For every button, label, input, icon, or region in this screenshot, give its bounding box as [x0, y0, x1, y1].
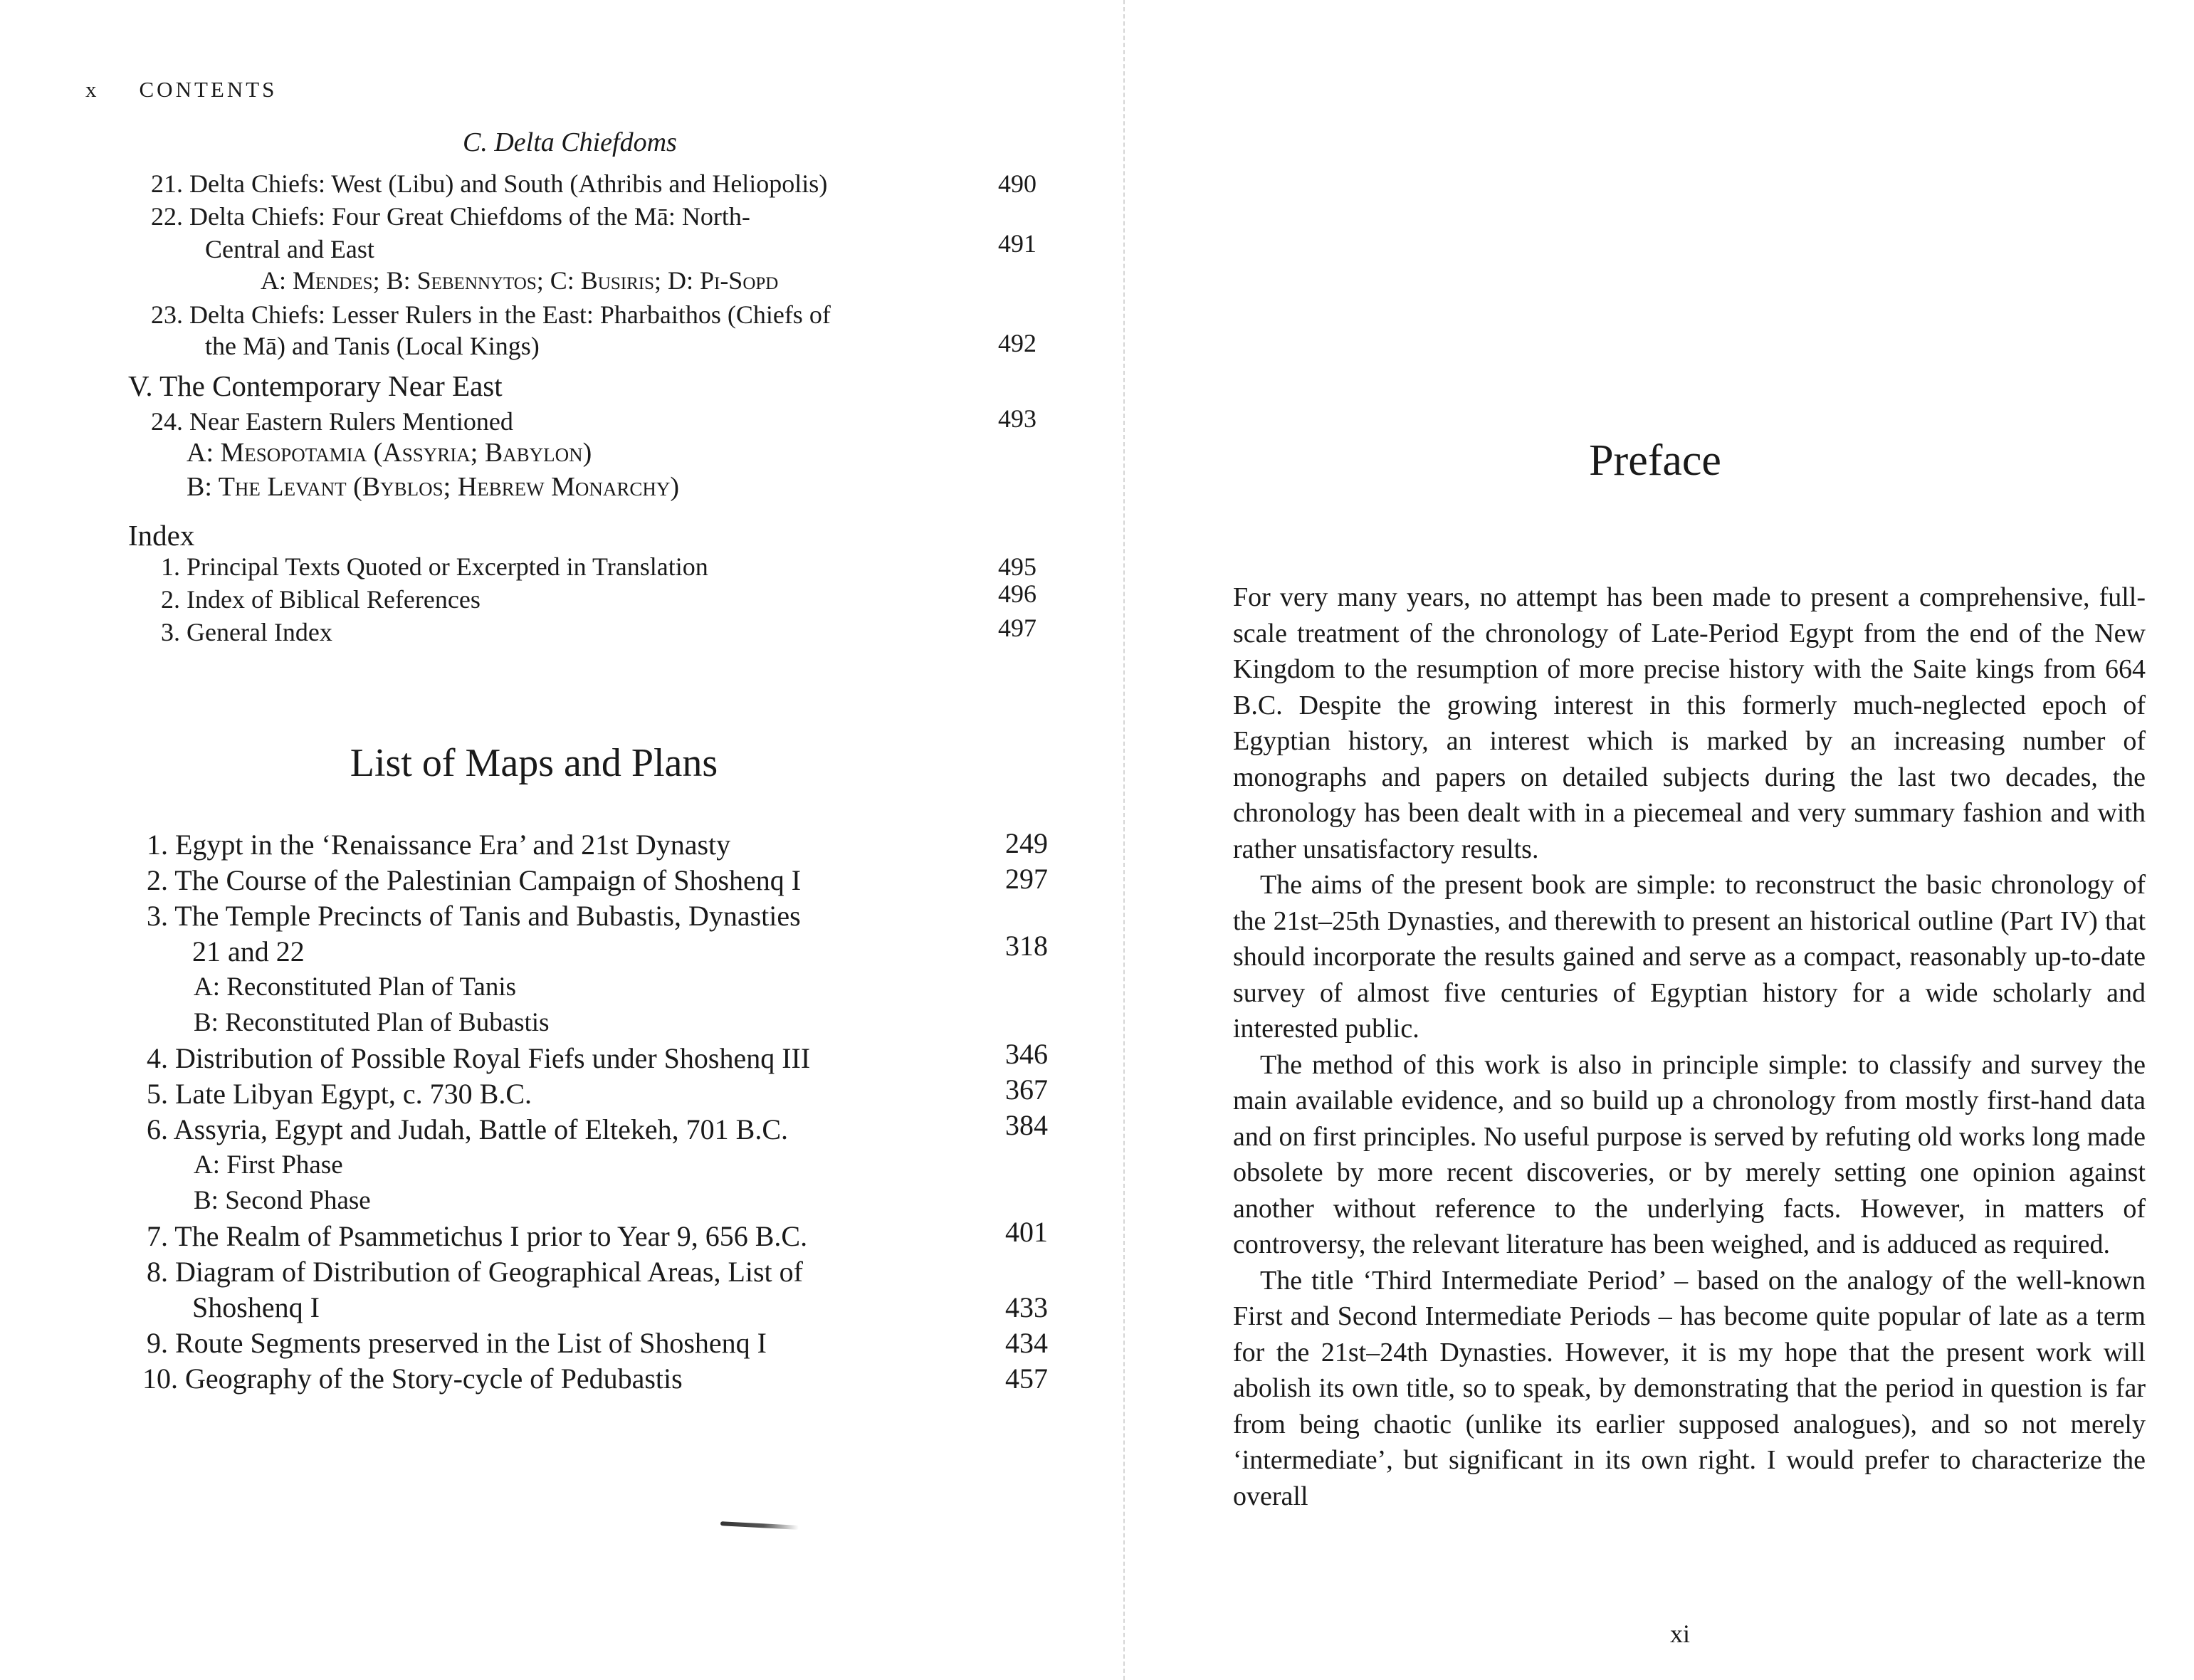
map-entry-number: 8. — [147, 1256, 168, 1288]
preface-paragraph-2: The aims of the present book are simple: to reconstruct the basic chronology of the 21st–25th Dynasties, and therewith to present an historical outline (Part IV) that should incorporate the results gained and serve as a compact, reasonably up-to-date survey of almost five centuries of Egyptian history for a wide scholarly and interested public. — [1233, 870, 2146, 1044]
map-page-number: 249 — [1005, 827, 1048, 859]
toc-chiefdoms-subentries: A: Mendes; B: Sebennytos; C: Busiris; D: Pi-Sopd — [261, 266, 779, 295]
index-entry-number: 1. — [161, 552, 180, 581]
map-entry-number: 9. — [147, 1327, 168, 1359]
map-entry-text: Distribution of Possible Royal Fiefs under Shoshenq III — [175, 1042, 811, 1074]
toc-page-number: 490 — [998, 169, 1036, 198]
preface-paragraph-3: The method of this work is also in principle simple: to classify and survey the main available evidence, and so build up a chronology from mostly first-hand data and on first principles. No useful purpose is served by refuting old works long made obsolete by more recent discoveries, or by merely setting one opinion against another without reference to the underlying facts. However, in matters of controversy, the relevant literature has been weighed, and is adduced as required. — [1233, 1049, 2146, 1259]
map-page-number: 433 — [1005, 1291, 1048, 1323]
map-entry-6[interactable] — [147, 1112, 788, 1148]
map-entry-number: 10. — [142, 1363, 178, 1395]
running-head — [85, 77, 277, 103]
map-3-sub-a: A: Reconstituted Plan of Tanis — [194, 972, 517, 1002]
toc-entry-22-line-2: Central and East — [205, 235, 374, 263]
map-entry-5[interactable] — [147, 1076, 532, 1112]
map-page-number: 401 — [1005, 1216, 1048, 1248]
right-folio: xi — [1670, 1619, 1691, 1648]
map-entry-1[interactable] — [147, 827, 730, 863]
map-page-number: 367 — [1005, 1073, 1048, 1106]
map-entry-text: Route Segments preserved in the List of Shoshenq I — [175, 1327, 767, 1359]
map-entry-number: 7. — [147, 1220, 168, 1252]
map-entry-text: The Realm of Psammetichus I prior to Year 9, 656 B.C. — [174, 1220, 808, 1252]
toc-page-number: 493 — [998, 404, 1036, 433]
toc-entry-text: Delta Chiefs: West (Libu) and South (Athribis and Heliopolis) — [189, 169, 828, 198]
index-heading[interactable]: Index — [128, 519, 195, 552]
toc-entry-text: Delta Chiefs: Lesser Rulers in the East: Pharbaithos (Chiefs of — [189, 300, 831, 329]
toc-entry-number: 23. — [151, 300, 183, 329]
toc-entry-23-line-2: the Mā) and Tanis (Local Kings) — [205, 332, 540, 360]
map-entry-9[interactable] — [147, 1325, 767, 1361]
toc-entry-number: 22. — [151, 202, 183, 231]
map-entry-text: Geography of the Story-cycle of Pedubastis — [185, 1363, 683, 1395]
maps-heading: List of Maps and Plans — [350, 741, 718, 785]
map-entry-8-line-2: Shoshenq I — [192, 1291, 320, 1323]
toc-entry-text: Near Eastern Rulers Mentioned — [189, 407, 513, 436]
toc-entry-24[interactable] — [151, 404, 513, 439]
index-entry-3[interactable] — [161, 615, 332, 649]
preface-paragraph-1: For very many years, no attempt has been made to present a comprehensive, full-scale treatment of the chronology of Late-Period Egypt from the end of the New Kingdom to the resumption of more precise history with the Saite kings from 664 B.C. Despite the growing interest in this formerly much-neglected epoch of Egyptian history, an interest which is marked by an increasing number of monographs and papers on detailed subjects during the last two decades, the chronology has been dealt with in a piecemeal and very summary fashion and with rather unsatisfactory results. — [1233, 582, 2146, 864]
map-page-number: 457 — [1005, 1363, 1048, 1395]
toc-entry-21[interactable] — [151, 167, 827, 201]
map-page-number: 297 — [1005, 863, 1048, 895]
toc-entry-23[interactable] — [151, 298, 831, 332]
map-entry-text: Diagram of Distribution of Geographical Areas, List of — [175, 1256, 803, 1288]
part-v-heading[interactable]: V. The Contemporary Near East — [128, 369, 503, 402]
map-entry-4[interactable] — [147, 1041, 810, 1076]
map-entry-number: 2. — [147, 864, 168, 896]
toc-entry-number: 24. — [151, 407, 183, 436]
running-head-title: CONTENTS — [139, 77, 278, 102]
map-entry-text: The Temple Precincts of Tanis and Bubastis, Dynasties — [174, 900, 801, 932]
index-entry-number: 3. — [161, 618, 180, 646]
toc-entry-text: Delta Chiefs: Four Great Chiefdoms of the Mā: North- — [189, 202, 750, 231]
map-entry-number: 6. — [147, 1113, 168, 1145]
map-entry-8[interactable] — [147, 1254, 803, 1290]
index-entry-number: 2. — [161, 585, 180, 614]
index-page-number: 497 — [998, 614, 1036, 642]
map-entry-number: 3. — [147, 900, 168, 932]
preface-heading: Preface — [1589, 436, 1721, 485]
map-entry-3[interactable] — [147, 898, 801, 934]
map-entry-2[interactable] — [147, 863, 801, 898]
left-folio: x — [85, 77, 100, 102]
toc-entry-number: 21. — [151, 169, 183, 198]
index-entry-text: Principal Texts Quoted or Excerpted in Translation — [187, 552, 708, 581]
map-6-sub-a: A: First Phase — [194, 1150, 343, 1180]
map-6-sub-b: B: Second Phase — [194, 1186, 371, 1215]
index-entry-2[interactable] — [161, 582, 481, 616]
map-entry-number: 5. — [147, 1078, 168, 1110]
index-entry-text: Index of Biblical References — [187, 585, 481, 614]
toc-near-east-sub-b: B: The Levant (Byblos; Hebrew Monarchy) — [187, 472, 680, 502]
index-entry-text: General Index — [187, 618, 332, 646]
map-entry-number: 4. — [147, 1042, 168, 1074]
map-entry-text: The Course of the Palestinian Campaign of Shoshenq I — [174, 864, 802, 896]
toc-page-number: 491 — [998, 229, 1036, 258]
map-3-sub-b: B: Reconstituted Plan of Bubastis — [194, 1008, 550, 1037]
map-page-number: 318 — [1005, 930, 1048, 962]
map-entry-text: Assyria, Egypt and Judah, Battle of Eltekeh, 701 B.C. — [173, 1113, 788, 1145]
map-entry-text: Egypt in the ‘Renaissance Era’ and 21st Dynasty — [175, 829, 731, 861]
ink-smudge — [720, 1521, 799, 1530]
map-page-number: 434 — [1005, 1327, 1048, 1359]
toc-near-east-sub-a: A: Mesopotamia (Assyria; Babylon) — [187, 438, 592, 468]
map-page-number: 384 — [1005, 1109, 1048, 1141]
toc-entry-22[interactable] — [151, 199, 750, 233]
preface-body — [1233, 579, 2146, 1514]
map-entry-3-line-2: 21 and 22 — [192, 935, 305, 967]
index-entry-1[interactable] — [161, 550, 708, 584]
map-entry-text: Late Libyan Egypt, c. 730 B.C. — [175, 1078, 532, 1110]
map-page-number: 346 — [1005, 1038, 1048, 1070]
map-entry-10[interactable] — [142, 1361, 683, 1397]
map-entry-7[interactable] — [147, 1219, 807, 1254]
map-entry-number: 1. — [147, 829, 168, 861]
section-heading-delta-chiefdoms: C. Delta Chiefdoms — [463, 127, 677, 157]
index-page-number: 495 — [998, 552, 1036, 581]
preface-paragraph-4: The title ‘Third Intermediate Period’ – based on the analogy of the well-known First and Second Intermediate Periods – has become quite popular of late as a term for the 21st–24th Dynasties. However, it is my hope that the present work will abolish its own title, so to speak, by demonstrating that the period in question is far from being chaotic (unlike its earlier supposed analogues), and so not merely ‘intermediate’, but significant in its own right. I would prefer to characterize the overall — [1233, 1265, 2146, 1511]
index-page-number: 496 — [998, 579, 1036, 608]
toc-page-number: 492 — [998, 329, 1036, 357]
